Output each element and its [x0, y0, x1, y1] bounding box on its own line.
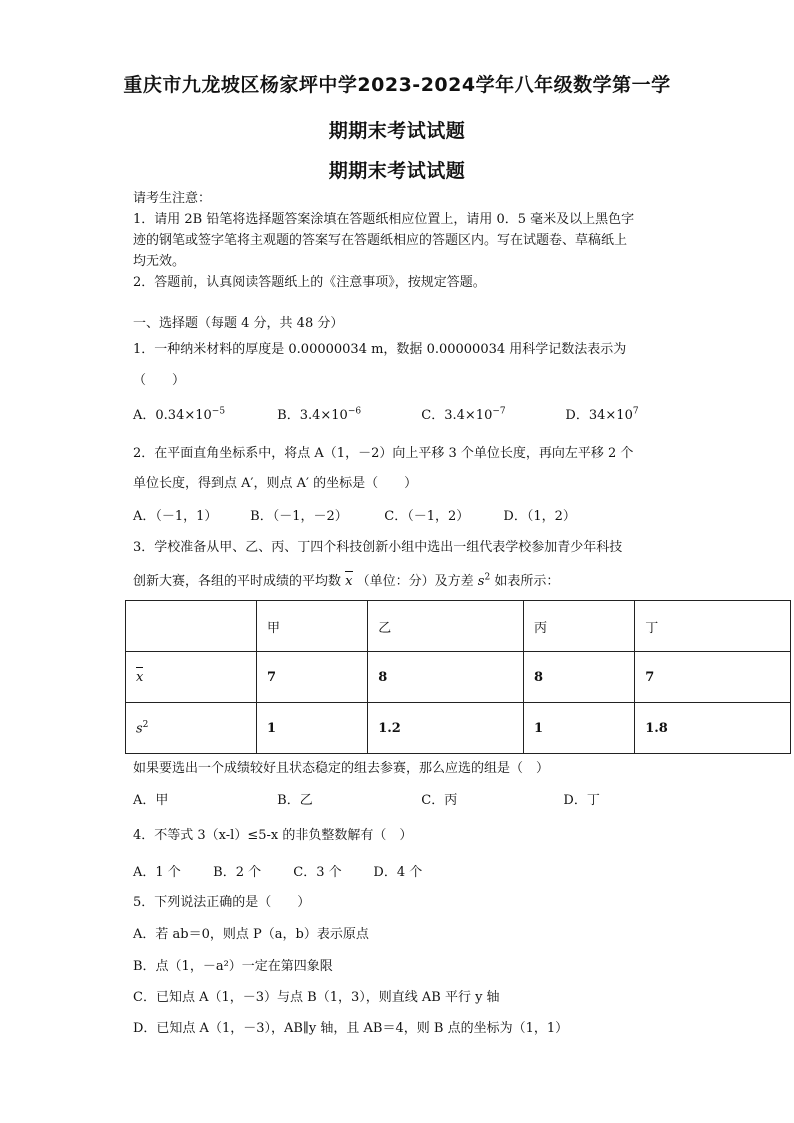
q1-option-d: D．$34\times 10^7$ [565, 406, 639, 423]
table-row [126, 601, 791, 652]
q2-option-c: C．（－1，2） [384, 509, 470, 524]
table-cell: 8 [368, 652, 524, 703]
variance-symbol: s [477, 574, 485, 589]
table-header-cell: 乙 [368, 601, 524, 652]
table-cell: 1 [523, 703, 634, 754]
table-cell: 7 [257, 652, 368, 703]
q3-stem-line-2: 创新大赛，各组的平时成绩的平均数 x （单位：分）及方差 $s^2$ 如表所示： [133, 572, 560, 589]
q1-stem-line-2: （ ） [133, 373, 186, 388]
q4-stem: 4．不等式 3（x-l）≤5-x 的非负整数解有（ ） [133, 828, 413, 843]
q5-option-b: B．点（1，－a²）一定在第四象限 [133, 959, 333, 974]
q2-stem-line-1: 2．在平面直角坐标系中，将点 A（1，－2）向上平移 3 个单位长度，再向左平移 2 个 [133, 446, 634, 461]
q3-data-table [125, 600, 791, 754]
page-subtitle-repeat: 期期末考试试题 [328, 160, 466, 182]
page-subtitle: 期期末考试试题 [328, 120, 466, 142]
q4-option-d: D．4 个 [373, 865, 423, 880]
table-row [126, 703, 791, 754]
notice-item-1-line-3: 均无效。 [133, 254, 186, 269]
table-cell: 7 [635, 652, 791, 703]
table-cell-empty [126, 601, 257, 652]
q4-option-c: C．3 个 [293, 865, 342, 880]
table-row-label: $s^2$ [126, 703, 257, 754]
q2-stem-line-2: 单位长度，得到点 A′，则点 A′ 的坐标是（ ） [133, 476, 418, 491]
q5-option-c: C．已知点 A（1，－3）与点 B（1，3），则直线 AB 平行 y 轴 [133, 990, 500, 1005]
q2-options [133, 505, 603, 524]
table-header-cell: 甲 [257, 601, 368, 652]
table-cell: 8 [523, 652, 634, 703]
q4-options [133, 861, 453, 880]
q3-option-b: B．乙 [277, 793, 313, 808]
q4-option-b: B．2 个 [213, 865, 262, 880]
q3-option-a: A．甲 [133, 793, 169, 808]
table-cell: 1 [257, 703, 368, 754]
notice-item-1-line-2: 迹的钢笔或签字笔将主观题的答案写在答题纸相应的答题区内。写在试题卷、草稿纸上 [133, 233, 628, 248]
q1-option-b: B．$3.4\times 10^{-6}$ [277, 406, 362, 423]
table-cell: 1.8 [635, 703, 791, 754]
notice-item-2: 2．答题前，认真阅读答题纸上的《注意事项》，按规定答题。 [133, 275, 486, 290]
q5-stem: 5．下列说法正确的是（ ） [133, 895, 311, 910]
q2-option-d: D．（1，2） [503, 509, 576, 524]
q3-option-d: D．丁 [563, 793, 600, 808]
q5-option-a: A．若 ab＝0，则点 P（a，b）表示原点 [133, 927, 369, 942]
table-row [126, 652, 791, 703]
q1-option-c: C．$3.4\times 10^{-7}$ [421, 406, 506, 423]
q1-options [133, 404, 685, 423]
page-title: 重庆市九龙坡区杨家坪中学2023-2024学年八年级数学第一学 [123, 74, 671, 96]
q3-options [133, 789, 643, 808]
section-heading: 一、选择题（每题 4 分，共 48 分） [133, 316, 344, 331]
q2-option-a: A．（－1，1） [133, 509, 218, 524]
q2-option-b: B．（－1，－2） [250, 509, 348, 524]
q3-option-c: C．丙 [421, 793, 458, 808]
mean-symbol: x [345, 574, 353, 589]
notice-item-1-line-1: 1．请用 2B 铅笔将选择题答案涂填在答题纸相应位置上，请用 0．5 毫米及以上黑色字 [133, 212, 635, 227]
table-header-cell: 丙 [523, 601, 634, 652]
q5-option-d: D．已知点 A（1，－3），AB∥y 轴，且 AB＝4，则 B 点的坐标为（1，1） [133, 1021, 569, 1036]
table-row-label: x [126, 652, 257, 703]
q3-question: 如果要选出一个成绩较好且状态稳定的组去参赛，那么应选的组是（ ） [133, 761, 550, 776]
notice-heading: 请考生注意： [133, 191, 212, 206]
q4-option-a: A．1 个 [133, 865, 181, 880]
table-header-cell: 丁 [635, 601, 791, 652]
q1-stem-line-1: 1．一种纳米材料的厚度是 0.00000034 m，数据 0.00000034 用科学记数法表示为 [133, 342, 627, 357]
q1-option-a: A．$0.34\times 10^{-5}$ [133, 406, 226, 423]
table-cell: 1.2 [368, 703, 524, 754]
q3-stem-line-1: 3．学校准备从甲、乙、丙、丁四个科技创新小组中选出一组代表学校参加青少年科技 [133, 540, 623, 555]
